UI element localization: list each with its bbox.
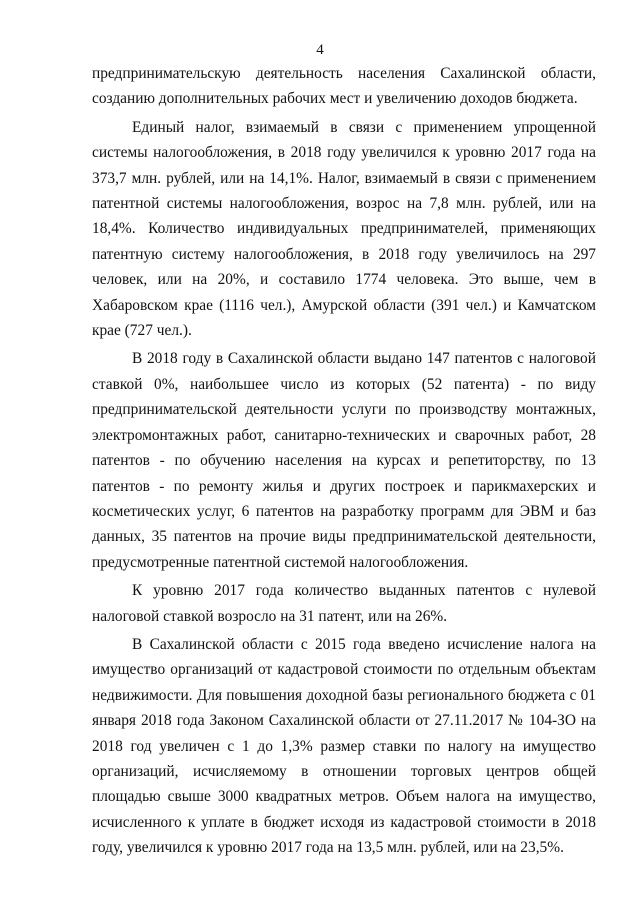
- paragraph-continuation: предпринимательскую деятельность населения Сахалинской области, созданию дополнительных рабочих мест и увеличению доходов бюджета.: [92, 65, 596, 108]
- document-body: [92, 61, 596, 861]
- paragraph-simplified-tax: Единый налог, взимаемый в связи с применением упрощенной системы налогообложения, в 2018 году увеличился к уровню 2017 года на 373,7 млн. рублей, или на 14,1%. Налог, взимаемый в связи с применением патентной системы налогообложения, возрос на 7,8 млн. рублей, или на 18,4%. Количество индивидуальных предпринимателей, применяющих патентную систему налогообложения, в 2018 году увеличилось на 297 человек, или на 20%, и составило 1774 человека. Это выше, чем в Хабаровском крае (1116 чел.), Амурской области (391 чел.) и Камчатском крае (727 чел.).: [92, 118, 596, 340]
- page-number: 4: [316, 42, 324, 58]
- paragraph-property-tax: В Сахалинской области с 2015 года введено исчисление налога на имущество организаций от кадастровой стоимости по отдельным объектам недвижимости. Для повышения доходной базы регионального бюджета с 01 января 2018 года Законом Сахалинской области от 27.11.2017 № 104-ЗО на 2018 год увеличен с 1 до 1,3% размер ставки по налогу на имущество организаций, исчисляемому в отношении торговых центров общей площадью свыше 3000 квадратных метров. Объем налога на имущество, исчисленного к уплате в бюджет исходя из кадастровой стоимости в 2018 году, увеличился к уровню 2017 года на 13,5 млн. рублей, или на 23,5%.: [92, 635, 596, 857]
- paragraph-patents-growth: К уровню 2017 года количество выданных патентов с нулевой налоговой ставкой возросло на 31 патент, или на 26%.: [92, 582, 596, 625]
- paragraph-patents-issued: В 2018 году в Сахалинской области выдано 147 патентов с налоговой ставкой 0%, наибольшее число из которых (52 патента) - по виду предпринимательской деятельности услуги по производству монтажных, электромонтажных работ, санитарно-технических и сварочных работ, 28 патентов - по обучению населения на курсах и репетиторству, по 13 патентов - по ремонту жилья и других построек и парикмахерских и косметических услуг, 6 патентов на разработку программ для ЭВМ и баз данных, 35 патентов на прочие виды предпринимательской деятельности, предусмотренные патентной системой налогообложения.: [92, 350, 596, 571]
